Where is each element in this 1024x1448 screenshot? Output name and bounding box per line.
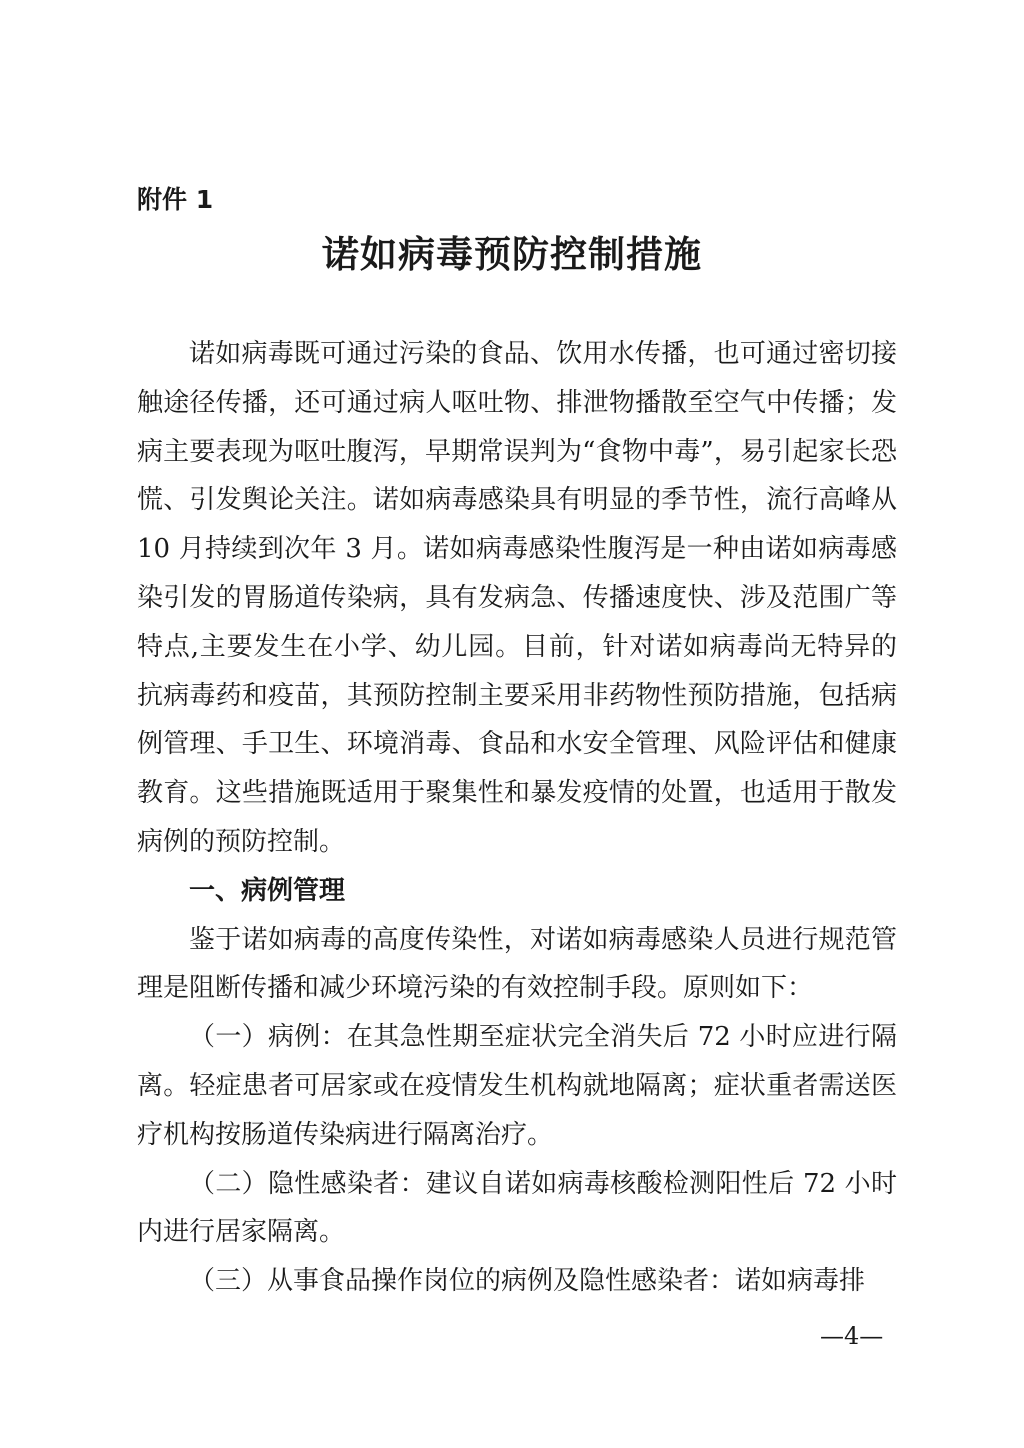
page-number: —4—	[820, 1322, 884, 1350]
document-body	[137, 330, 897, 1306]
list-item: （三）从事食品操作岗位的病例及隐性感染者：诺如病毒排	[189, 1266, 866, 1297]
intro-paragraph: 诺如病毒既可通过污染的食品、饮用水传播，也可通过密切接触途径传播，还可通过病人呕吐物、排泄物播散至空气中传播；发病主要表现为呕吐腹泻，早期常误判为“食物中毒”，易引起家长恐慌、引发舆论关注。诺如病毒感染具有明显的季节性，流行高峰从 10 月持续到次年 3 月。诺如病毒感染性腹泻是一种由诺如病毒感染引发的胃肠道传染病，具有发病急、传播速度快、涉及范围广等特点,主要发生在小学、幼儿园。目前，针对诺如病毒尚无特异的抗病毒药和疫苗，其预防控制主要采用非药物性预防措施，包括病例管理、手卫生、环境消毒、食品和水安全管理、风险评估和健康教育。这些措施既适用于聚集性和暴发疫情的处置，也适用于散发病例的预防控制。	[137, 339, 897, 857]
attachment-label: 附件 1	[137, 185, 214, 214]
list-item: （二）隐性感染者：建议自诺如病毒核酸检测阳性后 72 小时内进行居家隔离。	[137, 1168, 897, 1248]
list-item: （一）病例：在其急性期至症状完全消失后 72 小时应进行隔离。轻症患者可居家或在疫情发生机构就地隔离；症状重者需送医疗机构按肠道传染病进行隔离治疗。	[137, 1022, 897, 1150]
section-intro-paragraph: 鉴于诺如病毒的高度传染性，对诺如病毒感染人员进行规范管理是阻断传播和减少环境污染的有效控制手段。原则如下：	[137, 924, 897, 1004]
page-title: 诺如病毒预防控制措施	[322, 233, 702, 276]
section-heading: 一、病例管理	[189, 875, 346, 906]
